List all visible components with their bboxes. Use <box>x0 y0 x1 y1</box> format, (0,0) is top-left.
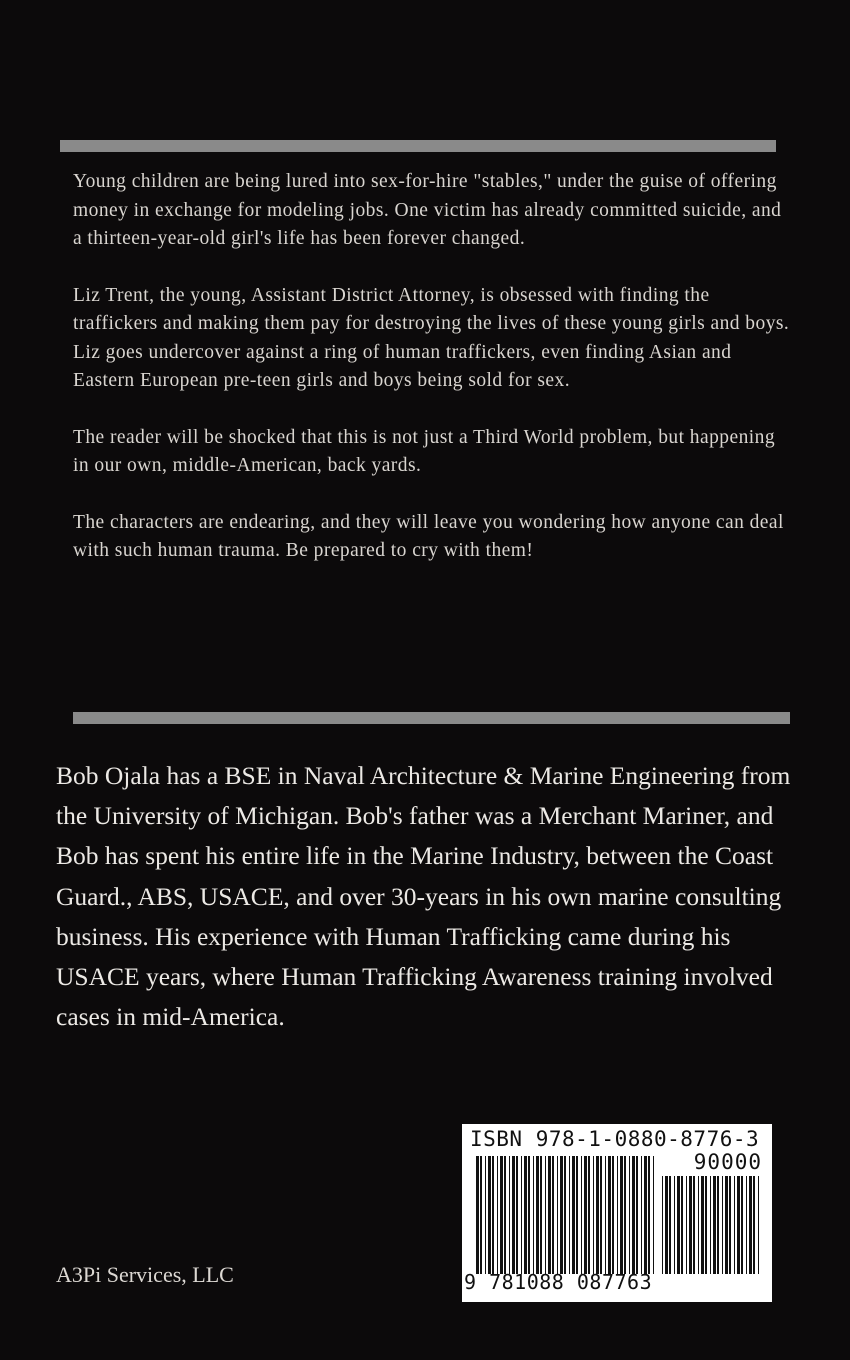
barcode-bar <box>677 1176 680 1274</box>
barcode-bar <box>758 1176 759 1274</box>
barcode-bar <box>746 1176 747 1274</box>
blurb-paragraph-1: Young children are being lured into sex-for-hire "stables," under the guise of offering money in exchange for modeling jobs. One victim has already committed suicide, and a thirteen-year-old girl's life has been forever changed. <box>73 171 782 249</box>
isbn-label: ISBN 978-1-0880-8776-3 <box>470 1127 760 1151</box>
barcode-bar <box>476 1156 479 1274</box>
barcode-bar <box>480 1156 482 1274</box>
barcode-bar <box>512 1156 515 1274</box>
barcode-bar <box>612 1156 614 1274</box>
barcode-bar <box>581 1156 582 1274</box>
barcode-bar <box>734 1176 735 1274</box>
barcode-bar <box>717 1176 719 1274</box>
isbn-barcode <box>462 1124 772 1302</box>
barcode-bar <box>492 1156 494 1274</box>
barcode-bar <box>605 1156 606 1274</box>
barcode-bar <box>617 1156 618 1274</box>
barcode-bar <box>624 1156 626 1274</box>
barcode-bar <box>713 1176 716 1274</box>
barcode-bar <box>564 1156 566 1274</box>
barcode-bar <box>593 1156 594 1274</box>
barcode-bar <box>741 1176 743 1274</box>
barcode-bar <box>689 1176 692 1274</box>
barcode-bar <box>737 1176 740 1274</box>
barcode-bar <box>681 1176 683 1274</box>
barcode-bar <box>632 1156 635 1274</box>
barcode-bar <box>653 1156 654 1274</box>
barcode-bar <box>729 1176 731 1274</box>
barcode-bar <box>504 1156 506 1274</box>
barcode-bar <box>636 1156 638 1274</box>
barcode-bar <box>572 1156 575 1274</box>
barcode-bar <box>497 1156 498 1274</box>
barcode-bar <box>569 1156 570 1274</box>
barcode-bar <box>725 1176 728 1274</box>
barcode-bar <box>488 1156 491 1274</box>
book-blurb <box>73 168 793 594</box>
barcode-bar <box>722 1176 723 1274</box>
top-divider <box>60 140 776 152</box>
barcode-bar <box>701 1176 704 1274</box>
barcode-bar <box>576 1156 578 1274</box>
barcode-bar <box>536 1156 539 1274</box>
publisher-name: A3Pi Services, LLC <box>56 1262 234 1287</box>
barcode-bar <box>524 1156 527 1274</box>
barcode-bar <box>641 1156 642 1274</box>
barcode-bar <box>629 1156 630 1274</box>
barcode-bar <box>552 1156 554 1274</box>
author-bio: Bob Ojala has a BSE in Naval Architecture & Marine Engineering from the University of Michigan. Bob's father was a Merchant Mariner, and Bob has spent his entire life in the Marine Industry, between the Coast Guard., ABS, USACE, and over 30-years in his own marine consulting business. His experience with Human Trafficking came during his USACE years, where Human Trafficking Awareness training involved cases in mid-America. <box>56 761 791 1032</box>
barcode-bar <box>648 1156 650 1274</box>
barcode-bar <box>540 1156 542 1274</box>
barcode-bar <box>698 1176 699 1274</box>
barcode-bar <box>521 1156 522 1274</box>
barcode-bar <box>500 1156 503 1274</box>
barcode-bar <box>528 1156 530 1274</box>
barcode-bar <box>548 1156 551 1274</box>
barcode-bar <box>674 1176 675 1274</box>
price-code-label: 90000 <box>693 1150 762 1174</box>
blurb-paragraph-2: Liz Trent, the young, Assistant District Attorney, is obsessed with finding the traffickers and making them pay for destroying the lives of these young girls and boys. Liz goes undercover against a ring of human traffickers, even finding Asian and Eastern European pre-teen girls and boys being sold for sex. <box>73 284 790 391</box>
barcode-bar <box>753 1176 755 1274</box>
blurb-paragraph-4: The characters are endearing, and they will leave you wondering how anyone can deal with such human trauma. Be prepared to cry with them! <box>73 511 784 561</box>
barcode-bar <box>584 1156 587 1274</box>
barcode-bar <box>693 1176 695 1274</box>
barcode-bar <box>662 1176 663 1274</box>
ean-digits-label: 9 781088 087763 <box>464 1270 653 1294</box>
barcode-bar <box>749 1176 752 1274</box>
barcode-bar <box>710 1176 711 1274</box>
barcode-bar <box>485 1156 486 1274</box>
barcode-bar <box>560 1156 563 1274</box>
barcode-bar <box>665 1176 668 1274</box>
barcode-bar <box>705 1176 707 1274</box>
barcode-bar <box>686 1176 687 1274</box>
bottom-divider <box>73 712 790 724</box>
barcode-bar <box>533 1156 534 1274</box>
barcode-bar <box>600 1156 602 1274</box>
barcode-bar <box>545 1156 546 1274</box>
barcode-bar <box>669 1176 671 1274</box>
barcode-bar <box>516 1156 518 1274</box>
blurb-paragraph-3: The reader will be shocked that this is not just a Third World problem, but happening in our own, middle-American, back yards. <box>73 426 776 476</box>
barcode-bar <box>557 1156 558 1274</box>
barcode-bar <box>608 1156 611 1274</box>
barcode-bar <box>596 1156 599 1274</box>
barcode-bar <box>644 1156 647 1274</box>
barcode-bar <box>509 1156 510 1274</box>
barcode-bar <box>588 1156 590 1274</box>
barcode-bar <box>620 1156 623 1274</box>
